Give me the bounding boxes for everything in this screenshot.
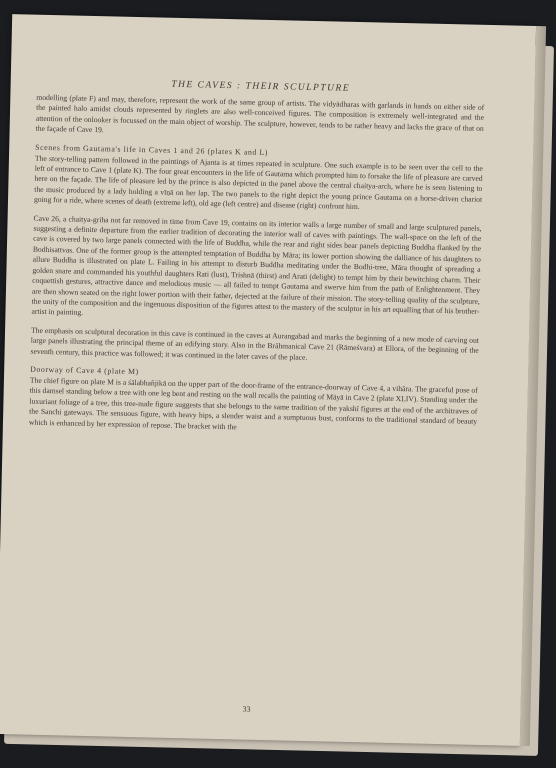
paragraph-3: Cave 26, a chaitya-griha not far removed in time from Cave 19, contains on its interior walls a large number of small and large sculptured panels, suggesting a definite departure from the earlier tradition of decorating the interior wall of caves with paintings. The wall-space on the left of the cave is covered by two large panels connected with the life of Buddha, while the rear and right sides bear panels depicting Buddha flanked by the Bodhisattvas. One of the former group is the attempted temptation of Buddha by Māra; its lower portion showing the dalliance of his daughters to allure Buddha is illustrated on plate L. Failing in his attempt to disturb Buddha meditating under the Bodhi-tree, Māra thought of spreading a golden snare and commanded his youthful daughters Rati (lust), Trishnā (thirst) and Arati (delight) to tempt him by their bewitching charm. Their coquettish gestures, attractive dance and melodious music — all failed to tempt Gautama and swerve him from the path of Enlightenment. They are then shown seated on the right lower portion with their father, dejected at the failure of their mission. The story-telling quality of the sculpture, the unity of the composition and the ingenuous disposition of the figures attest to the mastery of the sculptor in his art equalling that of his brother-artist in painting. — [31, 213, 482, 318]
section-heading-2: Doorway of Cave 4 (plate M) — [30, 364, 139, 377]
section-heading-1: Scenes from Gautama's life in Caves 1 and 26 (plates K and L) — [35, 142, 269, 157]
paragraph-4: The emphasis on sculptural decoration in this cave is continued in the caves at Aurangabad and marks the beginning of a new mode of carving out large panels illustrating the principal theme of an edifying story. Also in the Brāhmanical Cave 21 (Rāmeśvara) at Ellora, of the beginning of the seventh century, this practice was followed; it was continued in the later caves of the place. — [30, 325, 480, 362]
running-head: THE CAVES : THEIR SCULPTURE — [171, 79, 351, 94]
book-page — [0, 14, 536, 746]
page-number: 33 — [242, 704, 251, 714]
paragraph-1: modelling (plate F) and may, therefore, represent the work of the same group of artists. The vidyādharas with garlands in hands on either side of the painted halo amidst clouds represented by ringlets are also well-conceived figures. The composition is extremely well-integrated and the attention of the onlooker is focussed on the main object of worship. The sculpture, however, tends to be rather heavy and lacks the grace of that on the façade of Cave 19. — [35, 92, 485, 135]
paragraph-5: The chief figure on plate M is a śālabhañjikā on the upper part of the door-frame of the entrance-doorway of Cave 4, a vihāra. The graceful pose of this damsel standing below a tree with one leg bent and resting on the wall recalls the painting of Māyā in Cave 2 (plate XLIV). Standing under the luxuriant foliage of a tree, this tree-nude figure suggests that she belongs to the same tradition of the yakshī figures at the end of the architraves of the Sanchi gateways. The sensuous figure, with heavy hips, a slender waist and a sumptuous bust, conforms to the traditional standard of beauty which is enhanced by her expression of repose. The bracket with the — [28, 375, 478, 431]
paragraph-2: The story-telling pattern followed in the paintings of Ajanta is at times repeated in sculpture. One such example is to be seen over the cell to the left of entrance to Cave 1 (plate K). The four great encounters in the life of Gautama which prompted him to forsake the life of pleasure are carved here on the façade. The life of pleasure led by the prince is also depicted in the panel above the central chaitya-arch, where he is seen listening to the music produced by a lady holding a vīṇā on her lap. The two panels to the right depict the young prince Gautama on a horse-driven chariot going for a ride, where scenes of death (extreme left), old age (left centre) and disease (right) confront him. — [33, 153, 483, 212]
page-text-block — [28, 77, 485, 714]
